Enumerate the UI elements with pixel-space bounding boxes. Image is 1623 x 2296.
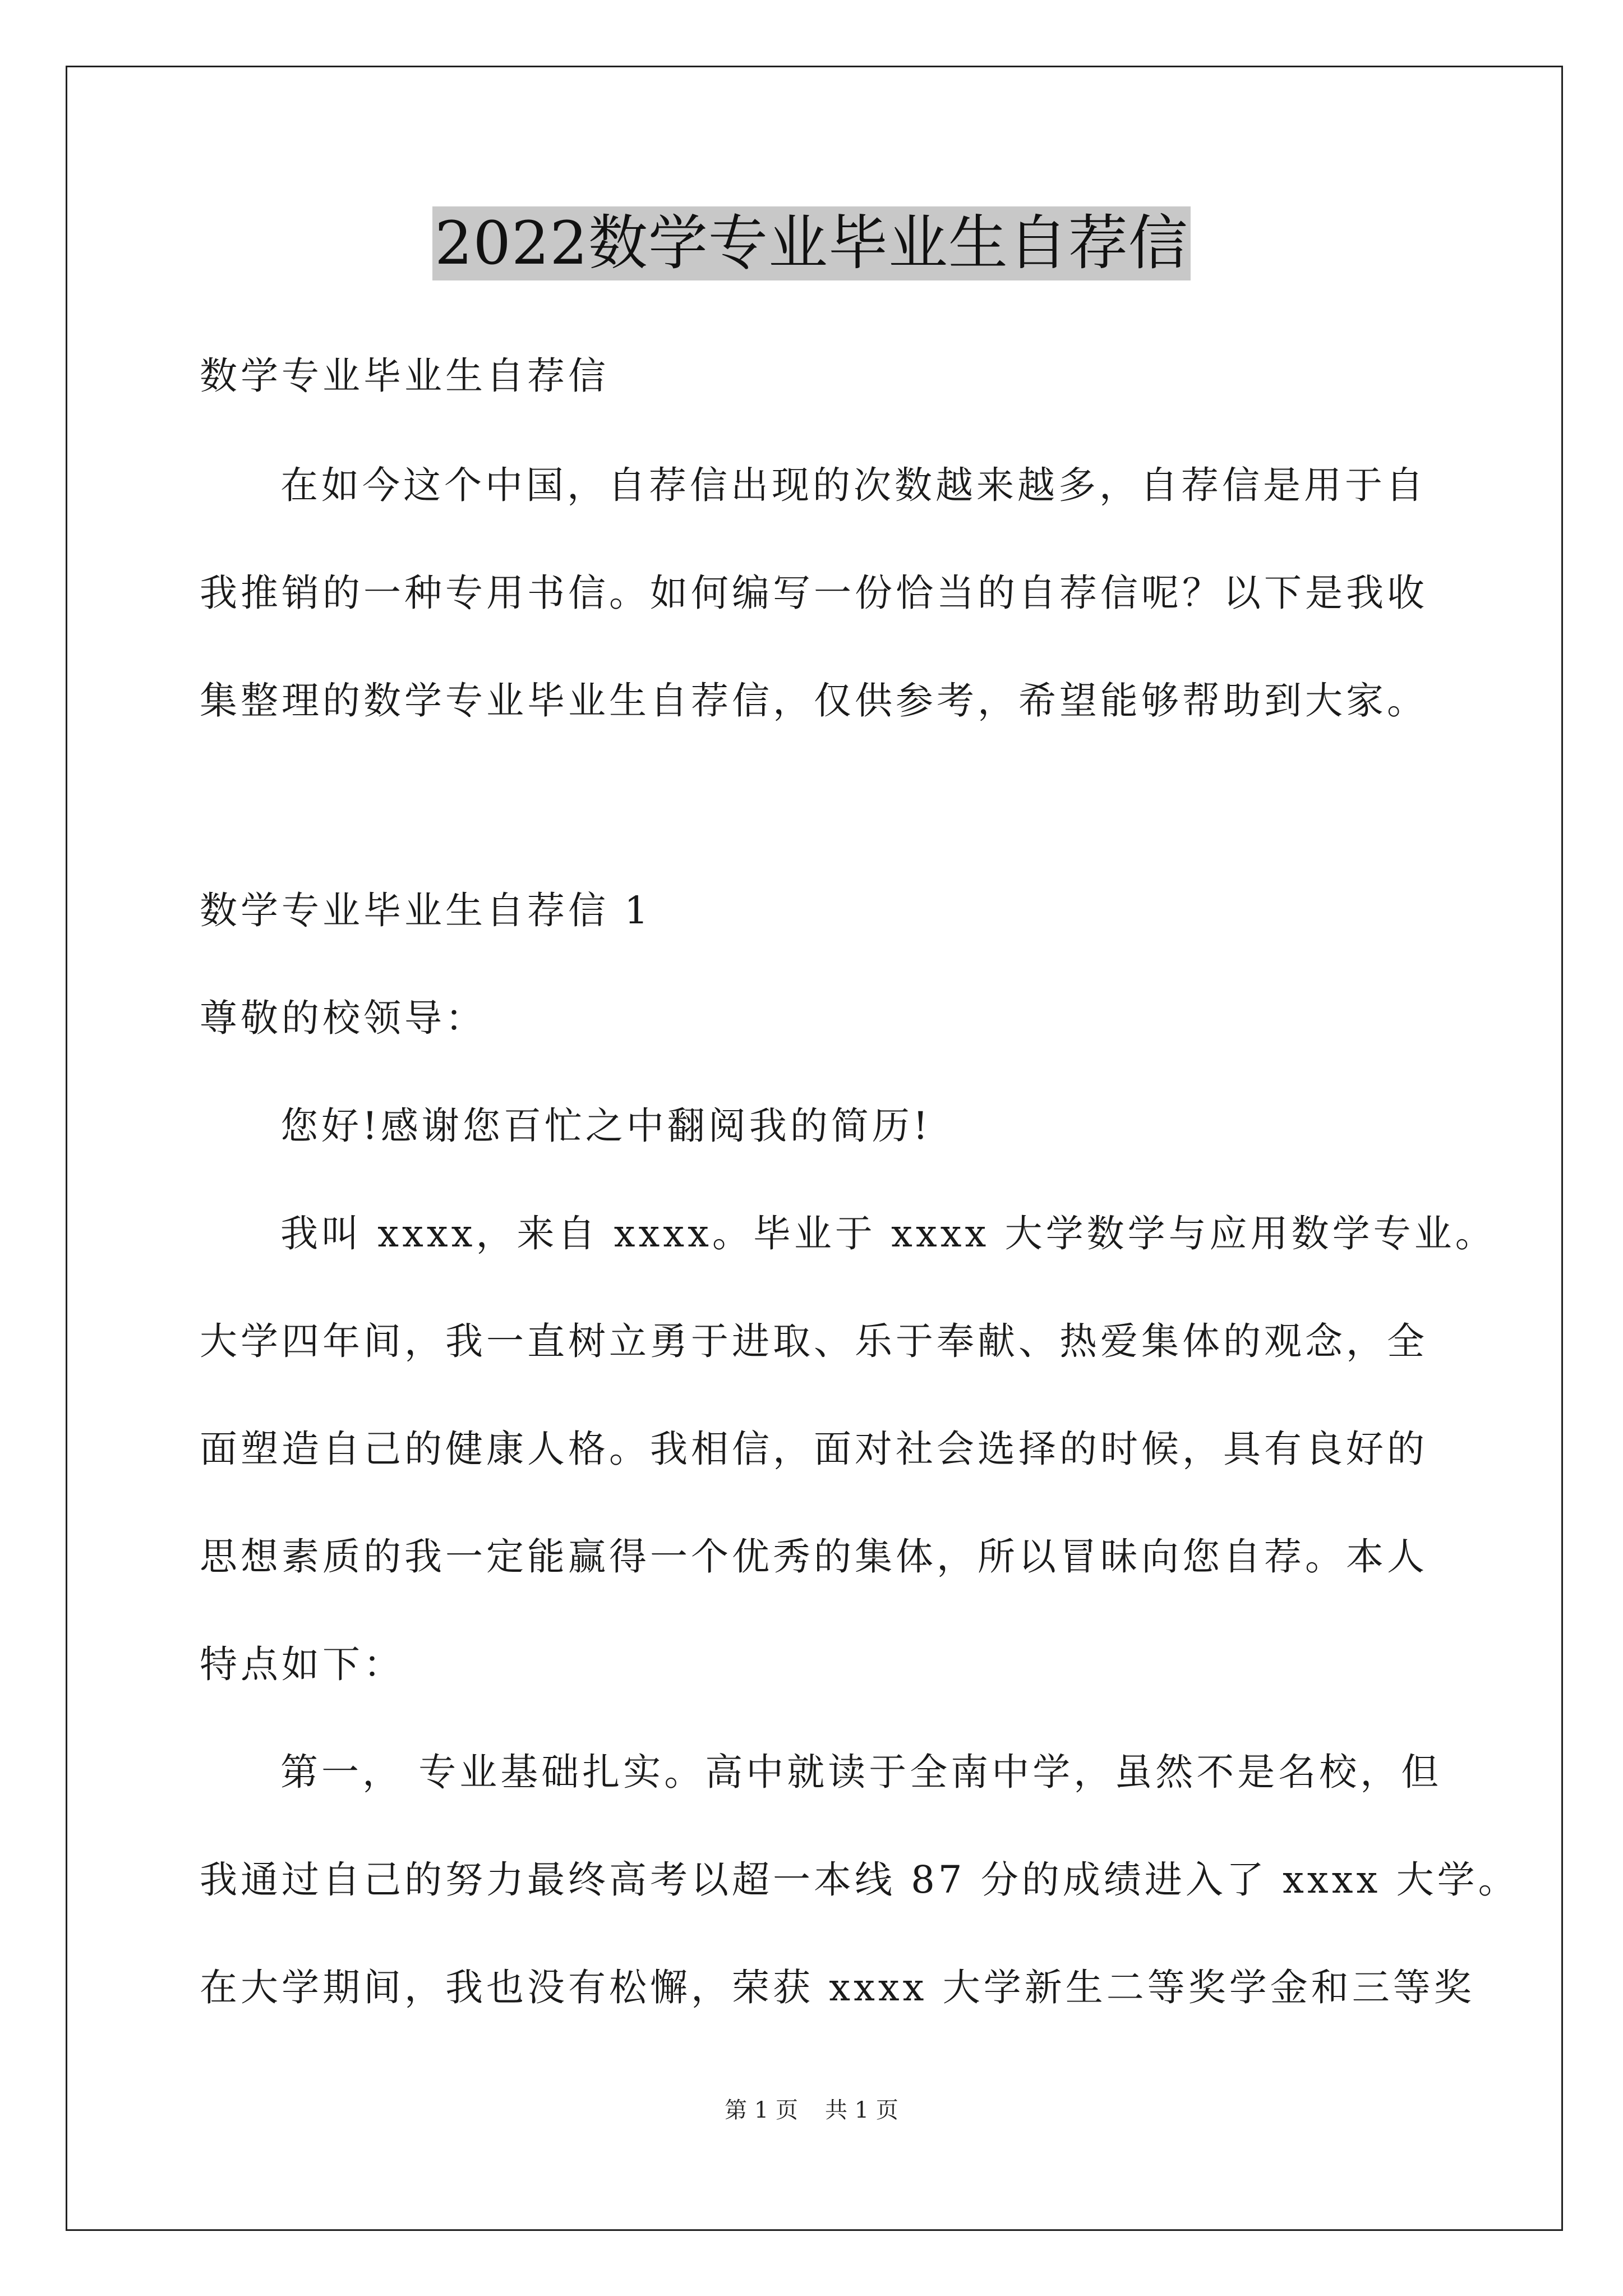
letter-paragraph-line: 在大学期间，我也没有松懈，荣获 xxxx 大学新生二等奖学金和三等奖 xyxy=(200,1966,1475,2009)
intro-paragraph-line: 集整理的数学专业毕业生自荐信，仅供参考，希望能够帮助到大家。 xyxy=(200,679,1428,723)
letter-paragraph-line: 特点如下： xyxy=(200,1642,404,1686)
page-number-current: 第 1 页 xyxy=(725,2097,798,2123)
letter-greeting: 您好!感谢您百忙之中翻阅我的简历! xyxy=(280,1104,932,1148)
letter-paragraph-line: 我叫 xxxx，来自 xxxx。毕业于 xxxx 大学数学与应用数学专业。 xyxy=(280,1212,1496,1255)
page-number-total: 共 1 页 xyxy=(825,2097,898,2123)
letter-paragraph-line: 大学四年间，我一直树立勇于进取、乐于奉献、热爱集体的观念，全 xyxy=(200,1319,1428,1363)
letter-paragraph-line: 第一， 专业基础扎实。高中就读于全南中学，虽然不是名校，但 xyxy=(280,1750,1442,1794)
letter-heading: 数学专业毕业生自荐信 1 xyxy=(200,889,652,932)
letter-paragraph-line: 我通过自己的努力最终高考以超一本线 87 分的成绩进入了 xxxx 大学。 xyxy=(200,1858,1519,1902)
intro-paragraph-line: 我推销的一种专用书信。如何编写一份恰当的自荐信呢？以下是我收 xyxy=(200,571,1428,615)
letter-paragraph-line: 思想素质的我一定能赢得一个优秀的集体，所以冒昧向您自荐。本人 xyxy=(200,1535,1428,1579)
document-title: 2022数学专业毕业生自荐信 xyxy=(432,206,1191,280)
intro-heading: 数学专业毕业生自荐信 xyxy=(200,354,609,398)
letter-salutation: 尊敬的校领导： xyxy=(200,996,486,1040)
intro-paragraph-line: 在如今这个中国，自荐信出现的次数越来越多，自荐信是用于自 xyxy=(280,463,1427,507)
page-footer xyxy=(0,2092,1623,2124)
letter-paragraph-line: 面塑造自己的健康人格。我相信，面对社会选择的时候，具有良好的 xyxy=(200,1427,1428,1471)
title-area xyxy=(0,206,1623,280)
